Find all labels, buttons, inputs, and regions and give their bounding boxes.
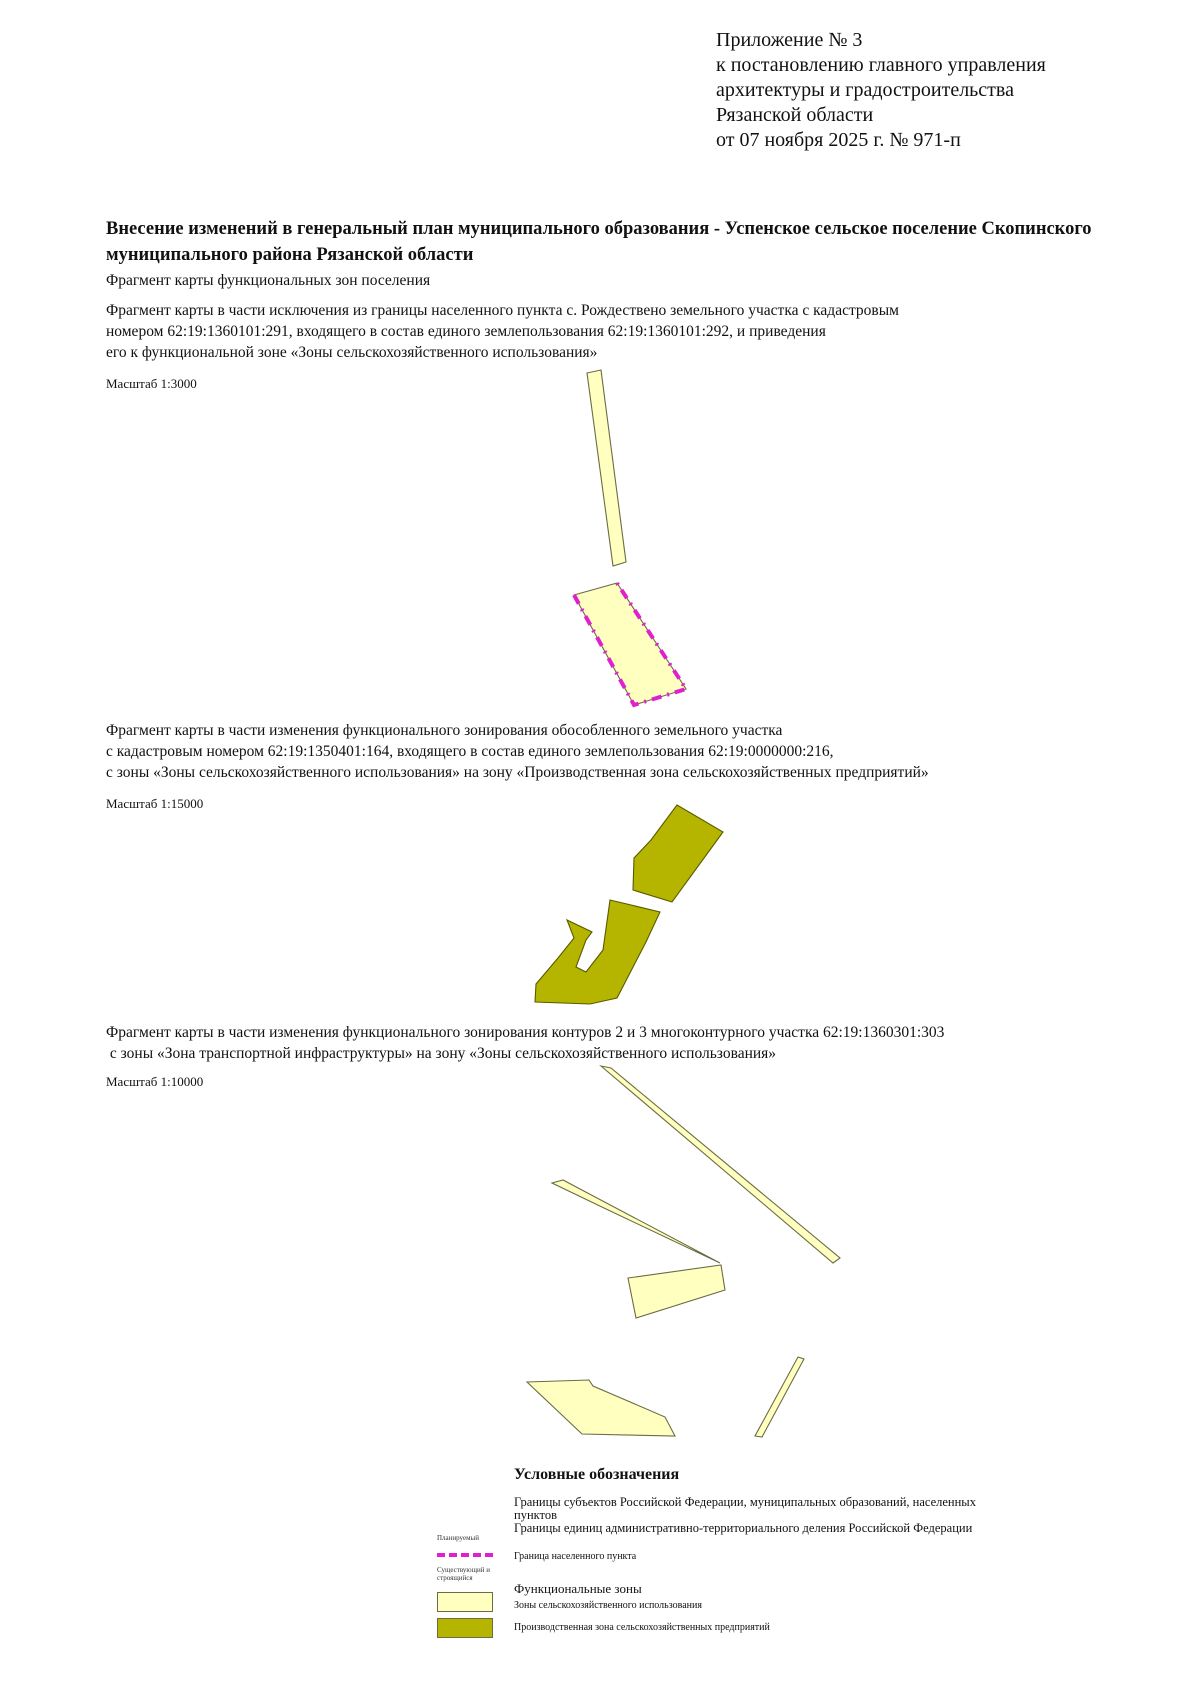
legend-functional-zones: Функциональные зоны bbox=[514, 1581, 642, 1596]
production-zone-parcel bbox=[535, 900, 660, 1004]
caption-line: Фрагмент карты в части изменения функционального зонирования обособленного земельного участка bbox=[106, 722, 783, 739]
appendix-header bbox=[716, 28, 1136, 153]
settlement-boundary-line bbox=[574, 583, 686, 705]
appendix-line: к постановлению главного управления bbox=[716, 54, 1046, 76]
legend-agri-zone-swatch bbox=[437, 1592, 493, 1612]
legend-title: Условные обозначения bbox=[514, 1466, 680, 1483]
agri-zone-parcel bbox=[552, 1180, 720, 1263]
caption-line: номером 62:19:1360101:291, входящего в состав единого землепользования 62:19:1360101:292, и приведения bbox=[106, 323, 826, 340]
agri-zone-parcel bbox=[527, 1380, 675, 1436]
appendix-line: Рязанской области bbox=[716, 104, 874, 126]
legend-admin-units: Границы единиц административно-территориального деления Российской Федерации bbox=[514, 1521, 973, 1535]
caption-line: с зоны «Зоны сельскохозяйственного использования» на зону «Производственная зона сельскохозяйственных предприятий» bbox=[106, 764, 929, 781]
fragment-3-scale: Масштаб 1:10000 bbox=[106, 1074, 204, 1089]
appendix-line: Приложение № 3 bbox=[716, 29, 863, 51]
agri-zone-parcel bbox=[628, 1265, 725, 1318]
legend-production-zone: Производственная зона сельскохозяйственных предприятий bbox=[514, 1622, 770, 1633]
legend-production-zone-swatch bbox=[437, 1618, 493, 1638]
fragment-2-scale: Масштаб 1:15000 bbox=[106, 796, 204, 811]
legend-planned-label: Планируемый bbox=[437, 1534, 479, 1542]
fragment-1-caption bbox=[106, 300, 1116, 363]
caption-line: Фрагмент карты в части исключения из границы населенного пункта с. Рождествено земельного участка с кадастровым bbox=[106, 302, 899, 319]
legend-existing-label: Существующий и строящийся bbox=[437, 1566, 491, 1582]
document-title: Внесение изменений в генеральный план муниципального образования - Успенское сельское поселение Скопинского муниципального района Рязанской области bbox=[106, 219, 1092, 265]
caption-line: с кадастровым номером 62:19:1350401:164, входящего в состав единого землепользования 62:19:0000000:216, bbox=[106, 743, 834, 760]
agri-zone-parcel bbox=[587, 370, 626, 566]
fragment-2-caption bbox=[106, 720, 1116, 783]
legend-settlement-border-swatch bbox=[437, 1553, 493, 1557]
caption-line: с зоны «Зона транспортной инфраструктуры» на зону «Зоны сельскохозяйственного использования» bbox=[106, 1045, 777, 1062]
fragment-3-caption bbox=[106, 1022, 1116, 1064]
agri-zone-parcel bbox=[755, 1357, 804, 1437]
legend-agri-zone: Зоны сельскохозяйственного использования bbox=[514, 1600, 702, 1611]
caption-line: его к функциональной зоне «Зоны сельскохозяйственного использования» bbox=[106, 344, 598, 361]
legend-settlement-border: Граница населенного пункта bbox=[514, 1551, 637, 1562]
production-zone-parcel bbox=[633, 805, 723, 902]
appendix-line: от 07 ноября 2025 г. № 971-п bbox=[716, 129, 961, 151]
document-subtitle: Фрагмент карты функциональных зон поселения bbox=[106, 272, 431, 289]
agri-zone-parcel bbox=[601, 1066, 840, 1263]
agri-zone-parcel-excluded bbox=[574, 583, 686, 705]
fragment-1-scale: Масштаб 1:3000 bbox=[106, 376, 197, 391]
appendix-line: архитектуры и градостроительства bbox=[716, 79, 1014, 101]
caption-line: Фрагмент карты в части изменения функционального зонирования контуров 2 и 3 многоконтурного участка 62:19:1360301:303 bbox=[106, 1024, 945, 1041]
legend-admin-borders: Границы субъектов Российской Федерации, муниципальных образований, населенных пунктов bbox=[514, 1495, 976, 1522]
